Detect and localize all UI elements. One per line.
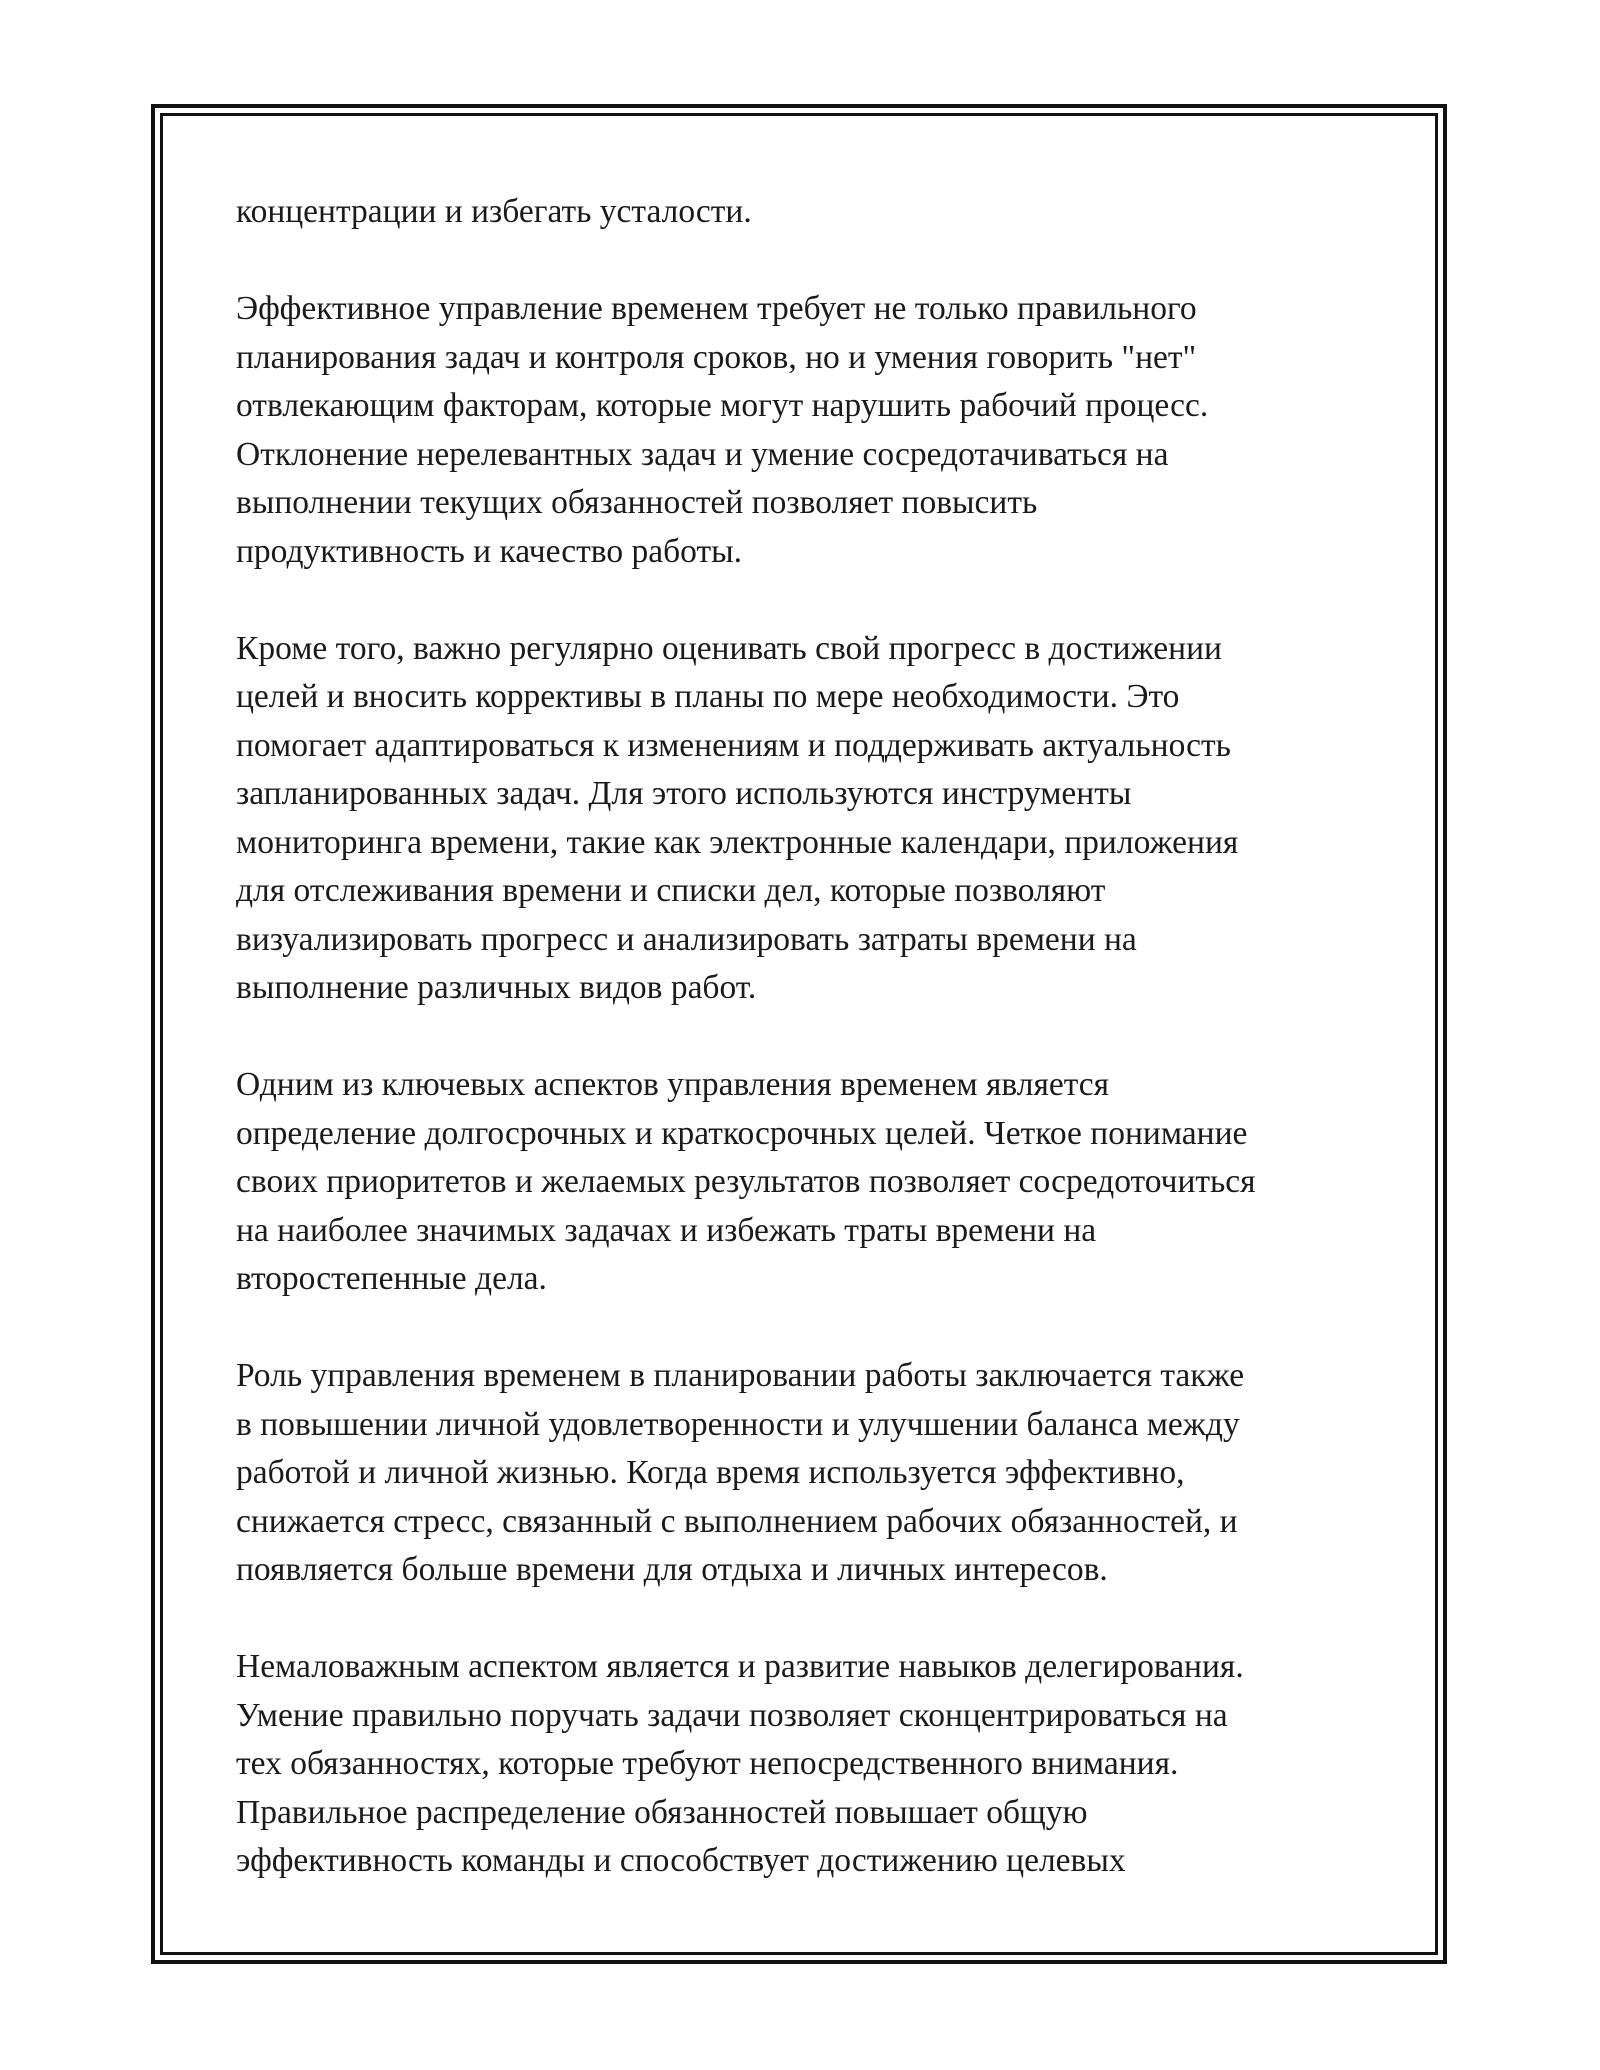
text-line: в повышении личной удовлетворенности и улучшении баланса между [236, 1405, 1240, 1443]
text-line: эффективность команды и способствует достижению целевых [236, 1842, 1126, 1879]
text-line: Правильное распределение обязанностей повышает общую [236, 1793, 1088, 1831]
paragraph [236, 1643, 1386, 1886]
text-line: тех обязанностях, которые требуют непосредственного внимания. [236, 1745, 1179, 1782]
text-line: продуктивность и качество работы. [236, 532, 743, 570]
text-line: выполнение различных видов работ. [236, 969, 757, 1006]
text-line: работой и личной жизнью. Когда время используется эффективно, [236, 1454, 1185, 1491]
text-line: помогает адаптироваться к изменениям и поддерживать актуальность [236, 726, 1231, 764]
text-line: снижается стресс, связанный с выполнением рабочих обязанностей, и [236, 1502, 1238, 1540]
text-line: появляется больше времени для отдыха и личных интересов. [236, 1551, 1108, 1588]
text-line: Немаловажным аспектом является и развитие навыков делегирования. [236, 1648, 1244, 1685]
text-line: Эффективное управление временем требует не только правильного [236, 290, 1197, 327]
text-line: мониторинга времени, такие как электронные календари, приложения [236, 823, 1239, 861]
text-line: визуализировать прогресс и анализировать затраты времени на [236, 920, 1137, 958]
paragraph [236, 285, 1386, 576]
text-line: для отслеживания времени и списки дел, которые позволяют [236, 872, 1106, 909]
paragraph [236, 1061, 1386, 1304]
text-line: своих приоритетов и желаемых результатов позволяет сосредоточиться [236, 1163, 1256, 1200]
text-line: Кроме того, важно регулярно оценивать свой прогресс в достижении [236, 629, 1222, 667]
text-line: Роль управления временем в планировании работы заключается также [236, 1357, 1245, 1394]
text-line: на наиболее значимых задачах и избежать траты времени на [236, 1211, 1097, 1249]
text-line: второстепенные дела. [236, 1260, 547, 1297]
text-line: планирования задач и контроля сроков, но и умения говорить "нет" [236, 338, 1197, 376]
text-line: Отклонение нерелевантных задач и умение сосредотачиваться на [236, 435, 1169, 473]
text-line: Умение правильно поручать задачи позволяет сконцентрироваться на [236, 1696, 1228, 1734]
text-line: отвлекающим факторам, которые могут нарушить рабочий процесс. [236, 387, 1209, 424]
paragraph [236, 1352, 1386, 1595]
text-line: Одним из ключевых аспектов управления временем является [236, 1066, 1110, 1103]
document-body [236, 188, 1386, 1934]
text-line: концентрации и избегать усталости. [236, 193, 752, 230]
text-line: выполнении текущих обязанностей позволяет повысить [236, 484, 1038, 521]
paragraph [236, 188, 1386, 237]
text-line: запланированных задач. Для этого используются инструменты [236, 775, 1132, 812]
text-line: определение долгосрочных и краткосрочных целей. Четкое понимание [236, 1114, 1248, 1152]
paragraph [236, 625, 1386, 1013]
text-line: целей и вносить коррективы в планы по мере необходимости. Это [236, 678, 1180, 715]
